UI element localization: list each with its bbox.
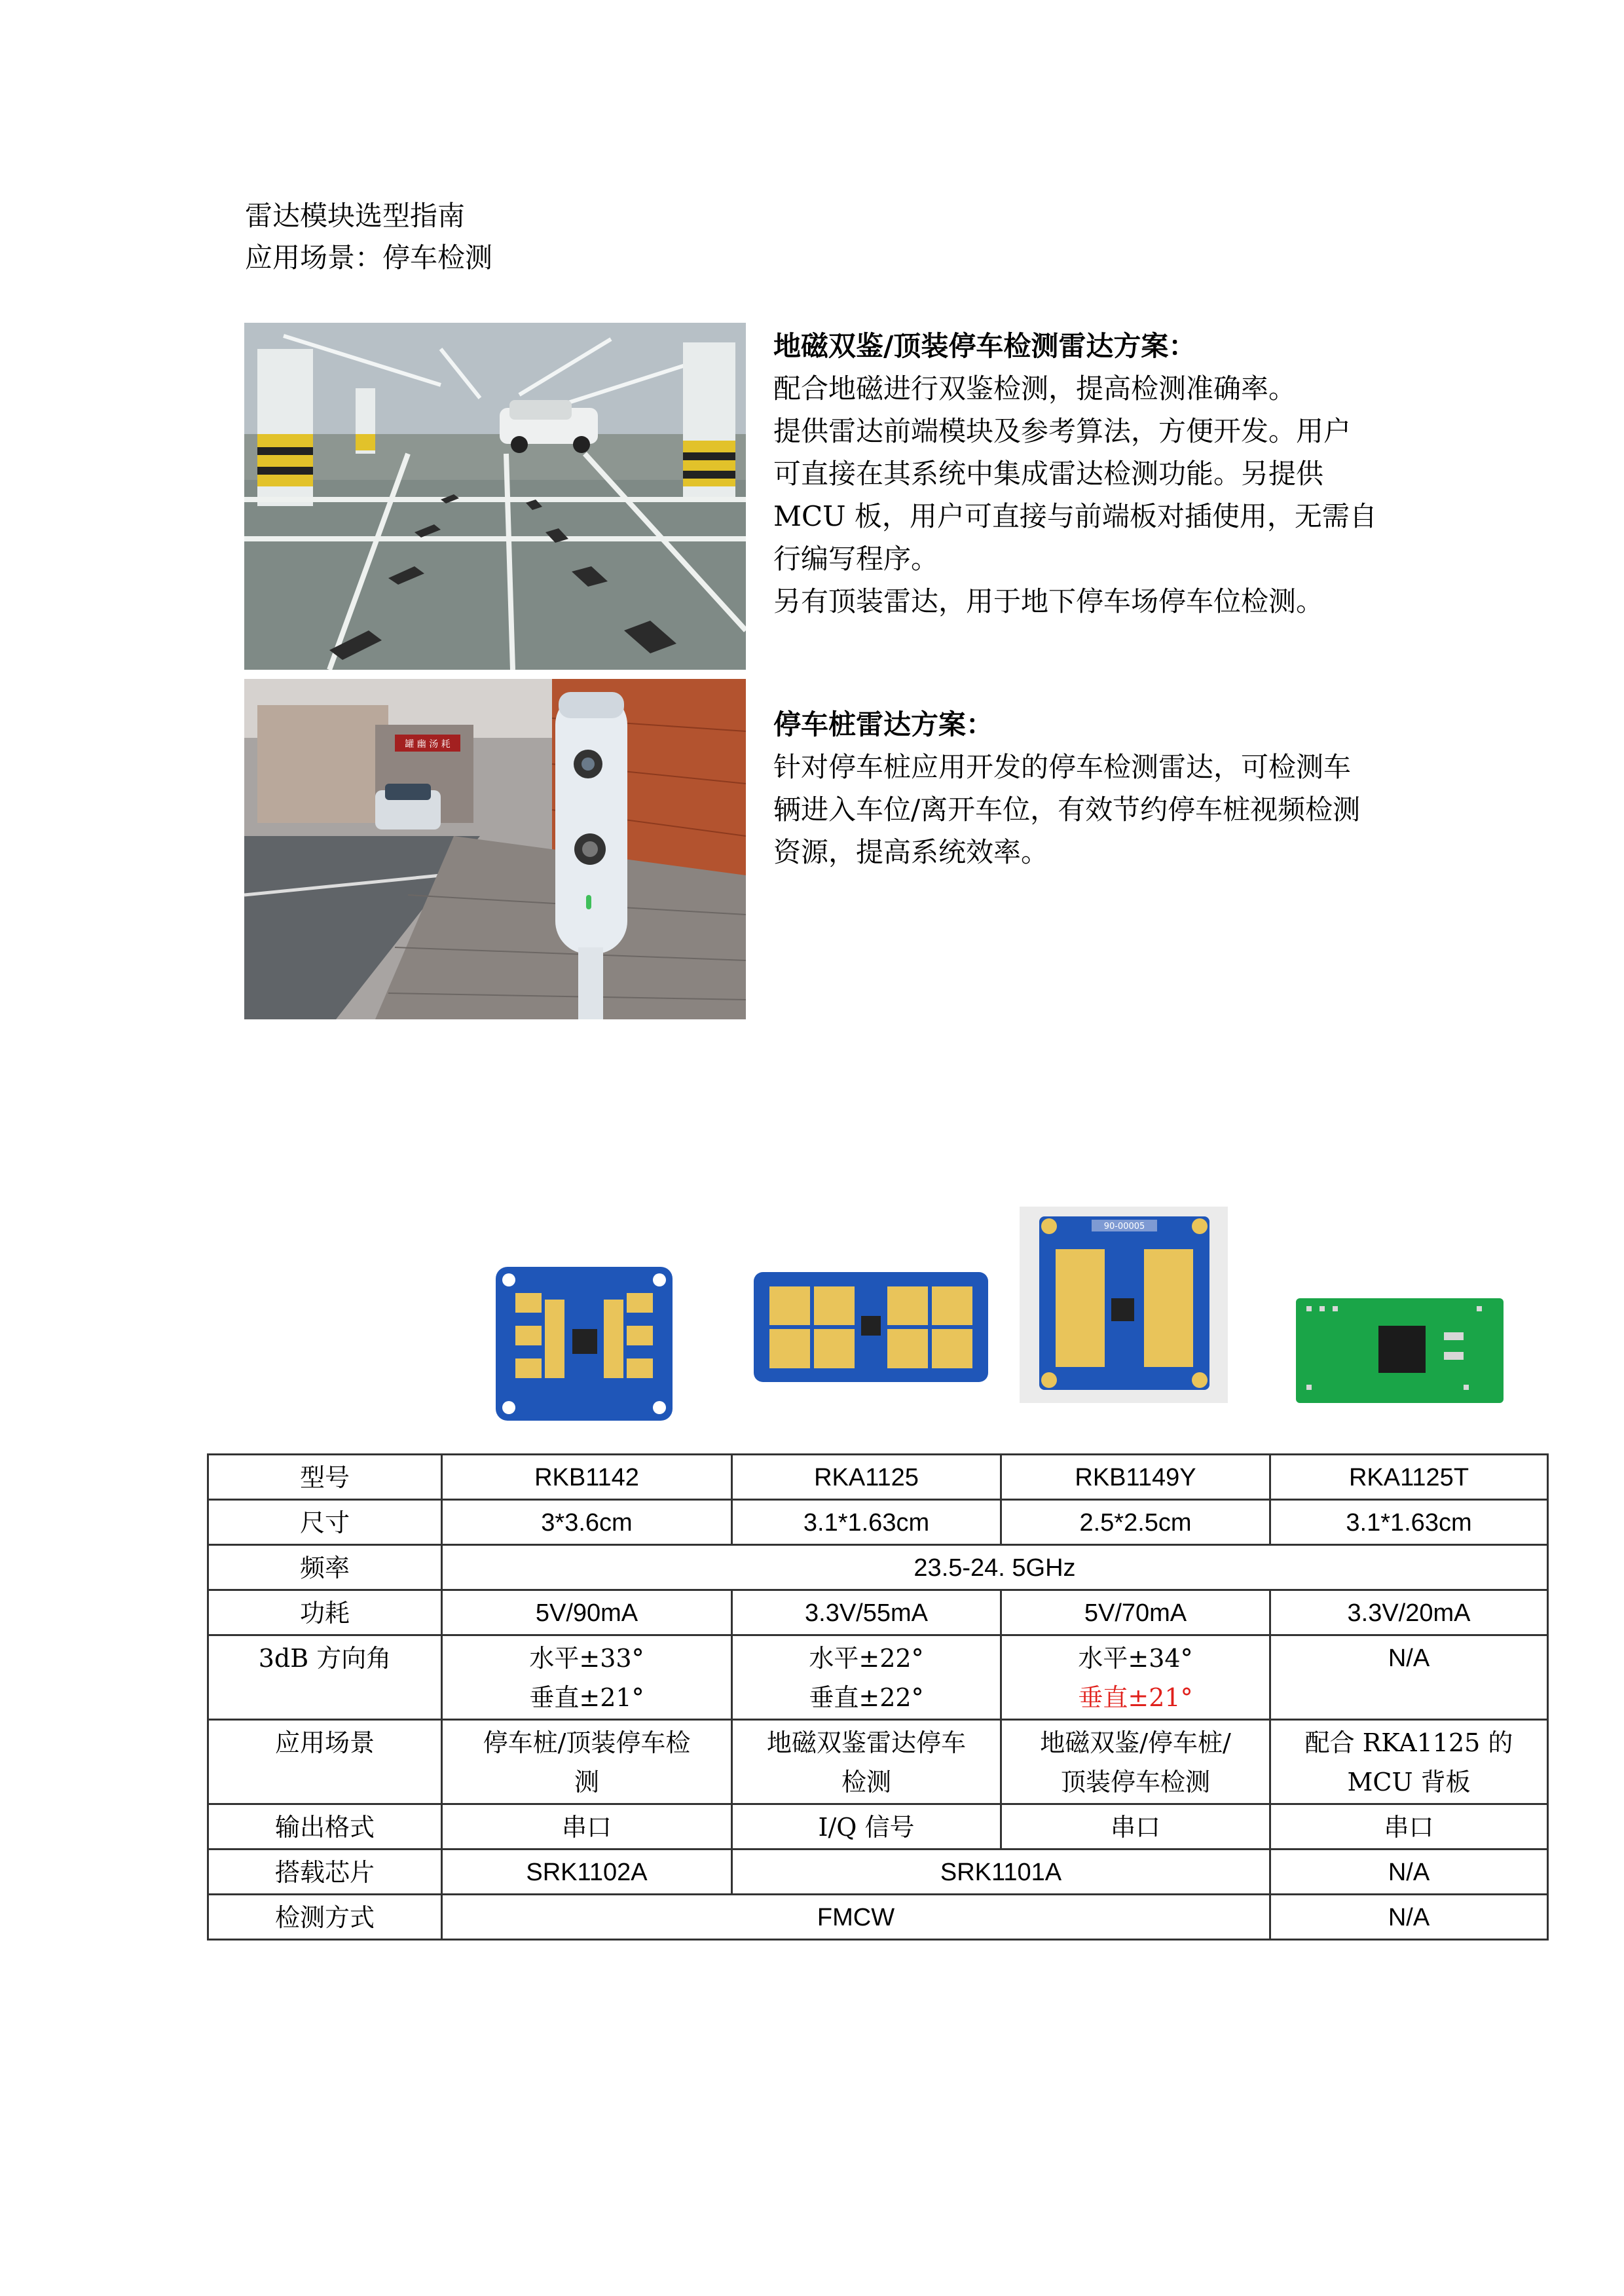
frequency-value: 23.5-24. 5GHz bbox=[442, 1545, 1548, 1590]
module-rkb1149y-code: 90-00005 bbox=[1103, 1222, 1145, 1231]
angle-vertical-highlight: 垂直±21° bbox=[1078, 1683, 1193, 1712]
size-cell: 3.1*1.63cm bbox=[1270, 1500, 1548, 1545]
table-row-output bbox=[208, 1804, 1548, 1850]
model-rkb1142: RKB1142 bbox=[442, 1455, 732, 1500]
document-title: 雷达模块选型指南 bbox=[245, 200, 466, 232]
angle-cell: 水平±34° 垂直±21° bbox=[1001, 1635, 1270, 1720]
spec-table bbox=[207, 1453, 1549, 1941]
scene-cell: 地磁双鉴雷达停车 检测 bbox=[732, 1720, 1001, 1804]
angle-label: 3dB 方向角 bbox=[208, 1635, 442, 1720]
section-magnetic-line-6: 另有顶装雷达，用于地下停车场停车位检测。 bbox=[773, 585, 1324, 617]
table-row-size bbox=[208, 1500, 1548, 1545]
model-rka1125t: RKA1125T bbox=[1270, 1455, 1548, 1500]
frequency-label: 频率 bbox=[208, 1545, 442, 1590]
section-magnetic-radar bbox=[773, 325, 1389, 623]
section-post-line-3: 资源，提高系统效率。 bbox=[773, 836, 1049, 868]
section-magnetic-radar-title: 地磁双鉴/顶装停车检测雷达方案： bbox=[773, 330, 1196, 362]
parking-garage-photo bbox=[244, 323, 746, 670]
table-row-angle bbox=[208, 1635, 1548, 1720]
model-rkb1149y: RKB1149Y bbox=[1001, 1455, 1270, 1500]
section-magnetic-line-1: 配合地磁进行双鉴检测，提高检测准确率。 bbox=[773, 373, 1297, 405]
angle-cell: 水平±22° 垂直±22° bbox=[732, 1635, 1001, 1720]
chip-cell: SRK1101A bbox=[732, 1850, 1270, 1895]
table-row-power bbox=[208, 1590, 1548, 1635]
model-rka1125: RKA1125 bbox=[732, 1455, 1001, 1500]
angle-cell: 水平±33° 垂直±21° bbox=[442, 1635, 732, 1720]
section-post-line-1: 针对停车桩应用开发的停车检测雷达，可检测车 bbox=[773, 751, 1352, 783]
chip-cell: N/A bbox=[1270, 1850, 1548, 1895]
scene-label: 应用场景 bbox=[208, 1720, 442, 1804]
section-post-radar-title: 停车桩雷达方案： bbox=[773, 708, 994, 740]
section-magnetic-line-5: 行编写程序。 bbox=[773, 543, 939, 575]
chip-cell: SRK1102A bbox=[442, 1850, 732, 1895]
output-cell: I/Q 信号 bbox=[732, 1804, 1001, 1850]
method-cell: FMCW bbox=[442, 1895, 1270, 1940]
section-post-line-2: 辆进入车位/离开车位，有效节约停车桩视频检测 bbox=[773, 793, 1361, 826]
output-cell: 串口 bbox=[1001, 1804, 1270, 1850]
power-cell: 5V/70mA bbox=[1001, 1590, 1270, 1635]
scene-cell: 停车桩/顶装停车检 测 bbox=[442, 1720, 732, 1804]
section-post-radar bbox=[773, 704, 1389, 873]
section-magnetic-line-2: 提供雷达前端模块及参考算法，方便开发。用户 bbox=[773, 415, 1352, 447]
module-rka1125-photo bbox=[750, 1254, 992, 1394]
size-label: 尺寸 bbox=[208, 1500, 442, 1545]
section-magnetic-line-4: MCU 板，用户可直接与前端板对插使用，无需自 bbox=[773, 500, 1377, 532]
section-magnetic-line-3: 可直接在其系统中集成雷达检测功能。另提供 bbox=[773, 458, 1324, 490]
shop-sign-text: 罐 幽 汤 耗 bbox=[405, 739, 451, 750]
model-label: 型号 bbox=[208, 1455, 442, 1500]
power-cell: 5V/90mA bbox=[442, 1590, 732, 1635]
size-cell: 3*3.6cm bbox=[442, 1500, 732, 1545]
scene-cell: 地磁双鉴/停车桩/ 顶装停车检测 bbox=[1001, 1720, 1270, 1804]
table-row-chip bbox=[208, 1850, 1548, 1895]
size-cell: 3.1*1.63cm bbox=[732, 1500, 1001, 1545]
table-row-frequency bbox=[208, 1545, 1548, 1590]
power-label: 功耗 bbox=[208, 1590, 442, 1635]
method-label: 检测方式 bbox=[208, 1895, 442, 1940]
module-rkb1149y-photo bbox=[1020, 1207, 1228, 1403]
output-cell: 串口 bbox=[442, 1804, 732, 1850]
power-cell: 3.3V/20mA bbox=[1270, 1590, 1548, 1635]
size-cell: 2.5*2.5cm bbox=[1001, 1500, 1270, 1545]
chip-label: 搭载芯片 bbox=[208, 1850, 442, 1895]
table-row-method bbox=[208, 1895, 1548, 1940]
output-label: 输出格式 bbox=[208, 1804, 442, 1850]
parking-post-photo bbox=[244, 679, 746, 1019]
scenario-heading: 应用场景：停车检测 bbox=[245, 242, 493, 274]
module-rka1125t-photo bbox=[1293, 1293, 1506, 1408]
scene-cell: 配合 RKA1125 的 MCU 背板 bbox=[1270, 1720, 1548, 1804]
module-rkb1142-photo bbox=[483, 1254, 686, 1434]
table-row-model bbox=[208, 1455, 1548, 1500]
table-row-scene bbox=[208, 1720, 1548, 1804]
method-cell: N/A bbox=[1270, 1895, 1548, 1940]
power-cell: 3.3V/55mA bbox=[732, 1590, 1001, 1635]
output-cell: 串口 bbox=[1270, 1804, 1548, 1850]
angle-cell: N/A bbox=[1270, 1635, 1548, 1720]
